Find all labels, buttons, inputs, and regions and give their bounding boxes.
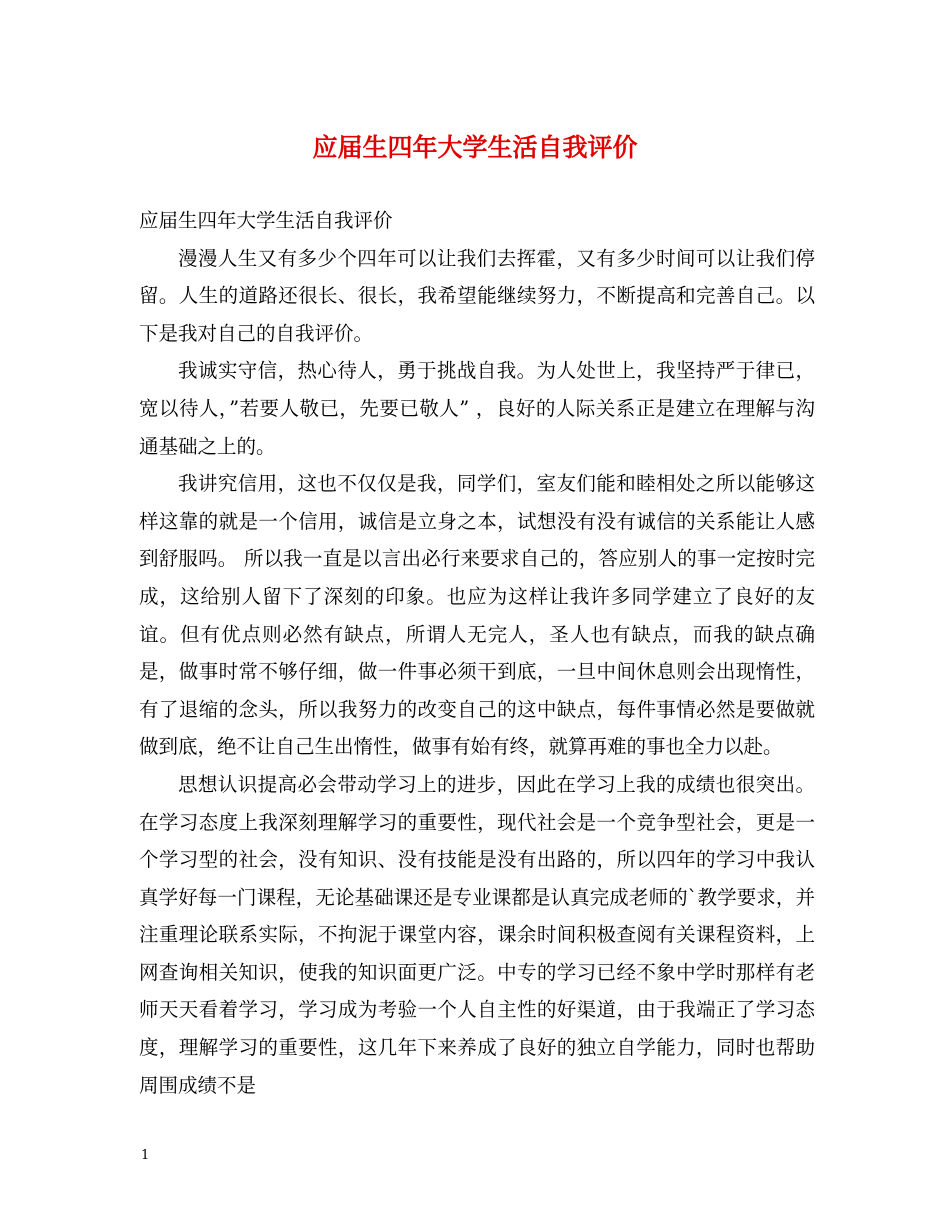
page-number: 1	[141, 1148, 150, 1163]
document-body	[139, 202, 815, 1104]
paragraph-3: 我讲究信用，这也不仅仅是我，同学们，室友们能和睦相处之所以能够这样这靠的就是一个信用，诚信是立身之本，试想没有没有诚信的关系能让人感到舒服吗。 所以我一直是以言出必行来要求自己的，答应别人的事一定按时完成，这给别人留下了深刻的印象。也应为这样让我许多同学建立了良好的友谊。但有优点则必然有缺点，所谓人无完人，圣人也有缺点，而我的缺点确是，做事时常不够仔细，做一件事必须干到底，一旦中间休息则会出现惰性，有了退缩的念头，所以我努力的改变自己的这中缺点，每件事情必然是要做就做到底，绝不让自己生出惰性，做事有始有终，就算再难的事也全力以赴。	[139, 472, 815, 759]
document-subtitle: 应届生四年大学生活自我评价	[139, 209, 393, 232]
paragraph-2: 我诚实守信，热心待人，勇于挑战自我。为人处世上，我坚持严于律已，宽以待人，”若要人敬已，先要已敬人” ，良好的人际关系正是建立在理解与沟通基础之上的。	[139, 359, 815, 458]
paragraph-1: 漫漫人生又有多少个四年可以让我们去挥霍，又有多少时间可以让我们停留。人生的道路还很长、很长，我希望能继续努力，不断提高和完善自己。以下是我对自己的自我评价。	[139, 246, 815, 345]
paragraph-4: 思想认识提高必会带动学习上的进步，因此在学习上我的成绩也很突出。在学习态度上我深刻理解学习的重要性，现代社会是一个竞争型社会，更是一个学习型的社会，没有知识、没有技能是没有出路的，所以四年的学习中我认真学好每一门课程，无论基础课还是专业课都是认真完成老师的`教学要求，并注重理论联系实际，不拘泥于课堂内容，课余时间积极查阅有关课程资料，上网查询相关知识，使我的知识面更广泛。中专的学习已经不象中学时那样有老师天天看着学习，学习成为考验一个人自主性的好渠道，由于我端正了学习态度，理解学习的重要性，这几年下来养成了良好的独立自学能力，同时也帮助周围成绩不是	[139, 772, 815, 1097]
document-title: 应届生四年大学生活自我评价	[312, 133, 638, 162]
